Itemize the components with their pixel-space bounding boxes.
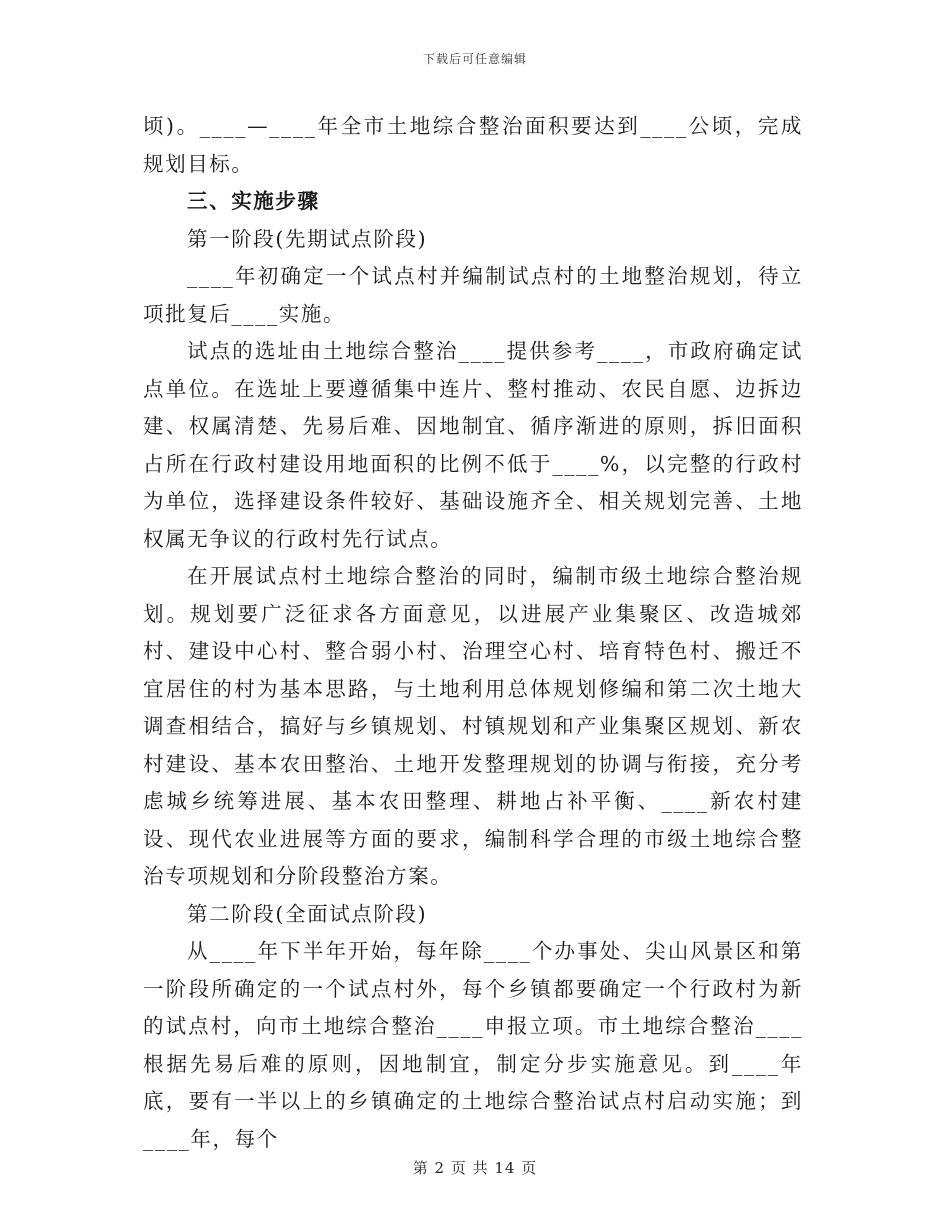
paragraph: 从____年下半年开始，每年除____个办事处、尖山风景区和第一阶段所确定的一个试点村外，每个乡镇都要确定一个行政村为新的试点村，向市土地综合整治____申报立项。市土地综合整治____根据先易后难的原则，因地制宜，制定分步实施意见。到____年底，要有一半以上的乡镇确定的土地综合整治试点村启动实施；到____年，每个	[143, 939, 803, 1151]
paragraph: 在开展试点村土地综合整治的同时，编制市级土地综合整治规划。规划要广泛征求各方面意见，以进展产业集聚区、改造城郊村、建设中心村、整合弱小村、治理空心村、培育特色村、搬迁不宜居住的村为基本思路，与土地利用总体规划修编和第二次土地大调查相结合，搞好与乡镇规划、村镇规划和产业集聚区规划、新农村建设、基本农田整治、土地开发整理规划的协调与衔接，充分考虑城乡统筹进展、基本农田整理、耕地占补平衡、____新农村建设、现代农业进展等方面的要求，编制科学合理的市级土地综合整治专项规划和分阶段整治方案。	[143, 564, 803, 888]
paragraph: ____年初确定一个试点村并编制试点村的土地整治规划，待立项批复后____实施。	[143, 264, 803, 326]
page-header: 下载后可任意编辑	[422, 52, 527, 66]
paragraph: 试点的选址由土地综合整治____提供参考____，市政府确定试点单位。在选址上要遵循集中连片、整村推动、农民自愿、边拆边建、权属清楚、先易后难、因地制宜、循序渐进的原则，拆旧面积占所在行政村建设用地面积的比例不低于____%，以完整的行政村为单位，选择建设条件较好、基础设施齐全、相关规划完善、土地权属无争议的行政村先行试点。	[143, 339, 803, 551]
stage-two-title: 第二阶段(全面试点阶段)	[187, 901, 428, 926]
document-body	[143, 108, 803, 1158]
paragraph-continuation: 顷)。____—____年全市土地综合整治面积要达到____公顷，完成规划目标。	[143, 114, 803, 176]
page-number-footer: 第 2 页 共 14 页	[412, 1159, 538, 1177]
stage-one-title: 第一阶段(先期试点阶段)	[187, 226, 428, 251]
section-heading: 三、实施步骤	[187, 189, 320, 213]
